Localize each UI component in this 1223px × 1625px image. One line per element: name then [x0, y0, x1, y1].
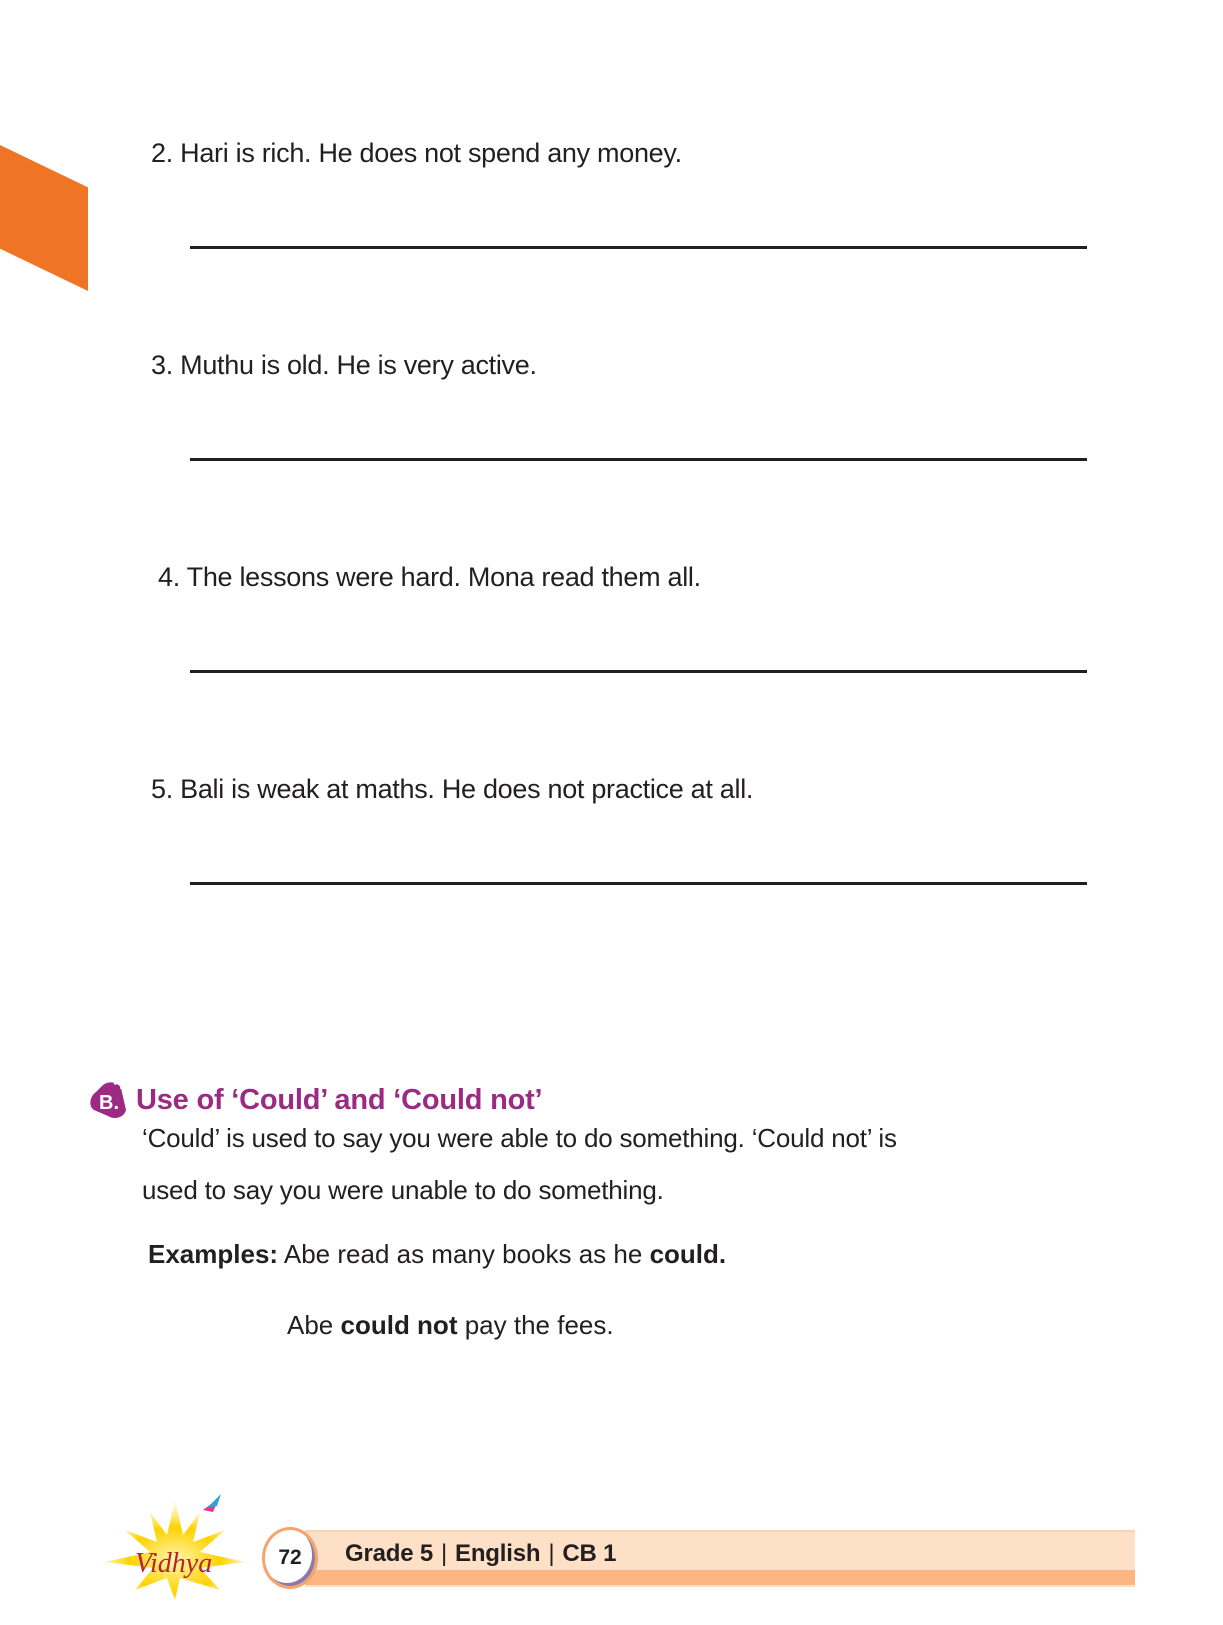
section-badge-icon: [88, 1080, 132, 1120]
explanation-line-1: ‘Could’ is used to say you were able to do something. ‘Could not’ is: [142, 1123, 897, 1153]
example-1-text: Abe read as many books as he: [283, 1239, 643, 1269]
footer-subject: English: [455, 1540, 541, 1567]
question-4: [158, 561, 701, 593]
svg-text:Vidhya: Vidhya: [135, 1548, 213, 1579]
footer-grade: Grade 5: [345, 1540, 433, 1567]
example-2: [287, 1309, 614, 1341]
example-2-emphasis: could not: [340, 1310, 458, 1340]
question-number: 5.: [151, 774, 173, 804]
question-text: Bali is weak at maths. He does not practice at all.: [180, 774, 754, 804]
example-2-text-post: pay the fees.: [464, 1310, 614, 1340]
example-2-text-pre: Abe: [287, 1310, 334, 1340]
question-text: The lessons were hard. Mona read them all.: [186, 562, 701, 592]
answer-line-4[interactable]: [190, 670, 1087, 673]
examples-label: Examples:: [148, 1239, 279, 1269]
svg-text:B.: B.: [99, 1092, 119, 1114]
question-2: [151, 137, 682, 169]
answer-line-2[interactable]: [190, 246, 1087, 249]
example-1: [148, 1238, 726, 1270]
section-title: Use of ‘Could’ and ‘Could not’: [136, 1083, 543, 1116]
question-text: Muthu is old. He is very active.: [180, 350, 537, 380]
footer-separator: |: [548, 1540, 555, 1567]
footer-separator: |: [440, 1540, 448, 1567]
answer-line-5[interactable]: [190, 882, 1087, 885]
footer-course-info: [345, 1540, 616, 1568]
answer-line-3[interactable]: [190, 458, 1087, 461]
question-text: Hari is rich. He does not spend any money.: [180, 138, 682, 168]
question-number: 3.: [151, 350, 173, 380]
footer-book: CB 1: [562, 1540, 617, 1567]
question-5: [151, 773, 753, 805]
vidhya-logo: [95, 1490, 260, 1600]
explanation-line-2: used to say you were unable to do something.: [142, 1175, 664, 1205]
example-1-emphasis: could.: [649, 1239, 727, 1269]
question-3: [151, 349, 537, 381]
page-number: 72: [262, 1527, 318, 1589]
footer-band-strip: [305, 1570, 1135, 1585]
question-number: 2.: [151, 138, 173, 168]
orange-page-tab: [0, 145, 88, 291]
question-number: 4.: [158, 562, 180, 592]
explanation-paragraph: [142, 1112, 1102, 1216]
